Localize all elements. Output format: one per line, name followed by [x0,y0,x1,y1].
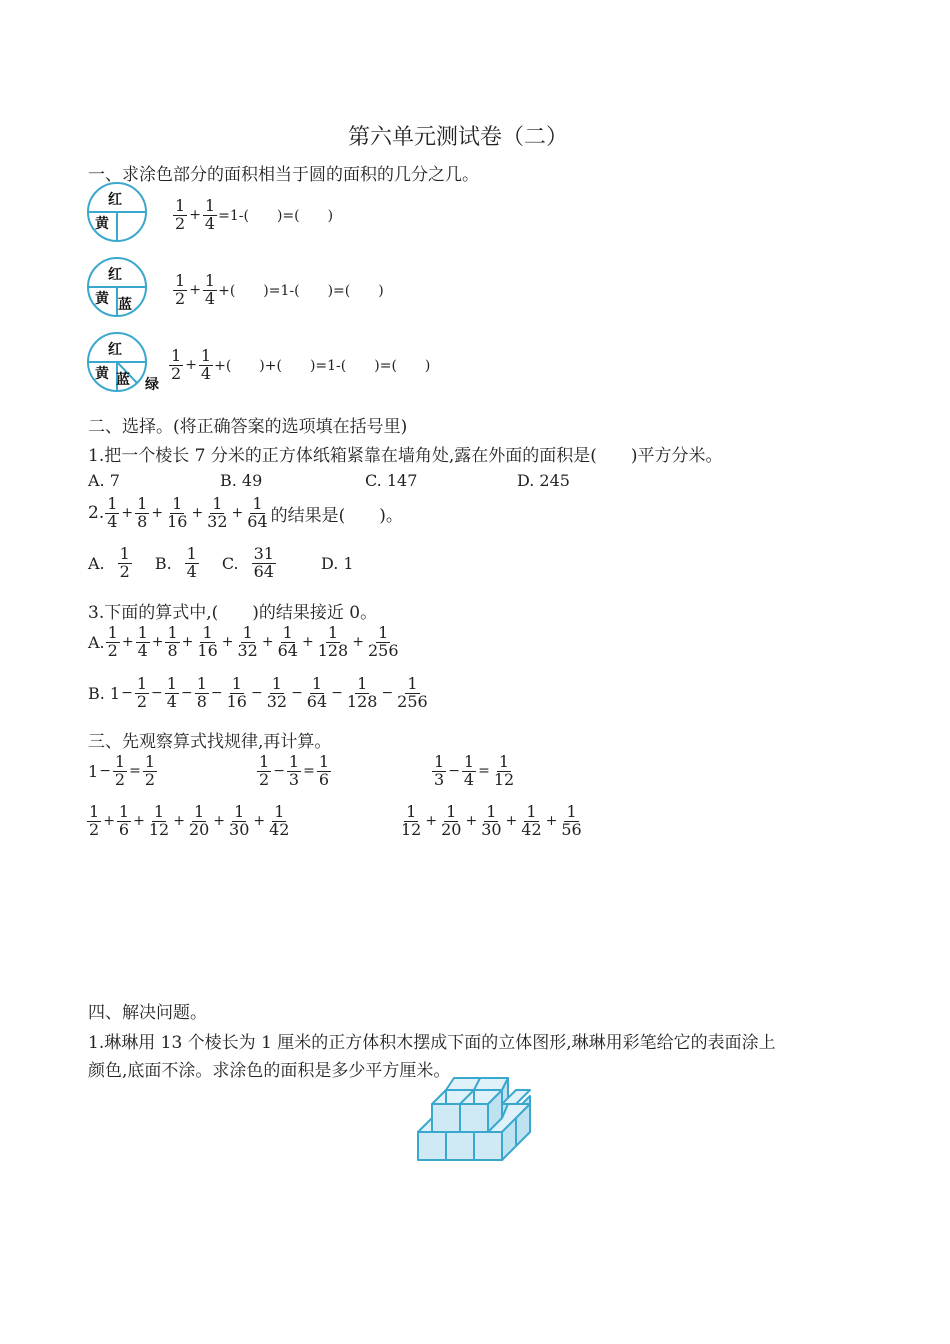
section1-heading: 一、求涂色部分的面积相当于圆的面积的几分之几。 [88,165,479,185]
section4-heading: 四、解决问题。 [88,1003,207,1023]
label-green: 绿 [145,377,159,393]
circle-diagram-2 [86,256,148,318]
question-2-2-options: A. $\frac{1}{2}$ B. $\frac{1}{4}$ C. $\frac{31}{64}$ D. 1 [88,544,354,581]
circle-diagram-1 [86,181,148,243]
option-b: B. 49 [220,471,263,490]
question-4-1-line2: 颜色,底面不涂。求涂色的面积是多少平方厘米。 [88,1061,451,1081]
equation-line-1: $\frac{1}{2}$ + $\frac{1}{4}$ =1-( )=( ) [175,196,334,233]
pattern-exercise-1: $\frac{1}{2}$ + $\frac{1}{6}$ + $\frac{1}{12}$ + $\frac{1}{20}$ + $\frac{1}{30}$ + $\frac{1}{42}$ [89,802,290,839]
label-red: 红 [108,267,122,283]
option-b: B. 1 [88,683,121,703]
q2-prefix: 2. [88,503,105,524]
label-blue: 蓝 [118,297,132,313]
label-red: 红 [108,192,122,208]
pattern-exercise-2: $\frac{1}{12}$ + $\frac{1}{20}$ + $\frac{1}{30}$ + $\frac{1}{42}$ + $\frac{1}{56}$ [401,802,582,839]
question-2-1: 1.把一个棱长 7 分米的正方体纸箱紧靠在墙角处,露在外面的面积是( )平方分米。 [88,446,723,466]
pattern-example-1: 1 − $\frac{1}{2}$ = $\frac{1}{2}$ [88,752,156,789]
question-4-1-line1: 1.琳琳用 13 个棱长为 1 厘米的正方体积木摆成下面的立体图形,琳琳用彩笔给它的表面涂上 [88,1033,776,1053]
pattern-example-2: $\frac{1}{2}$ − $\frac{1}{3}$ = $\frac{1}{6}$ [259,752,330,789]
label-blue: 蓝 [116,372,130,388]
question-2-3: 3.下面的算式中,( )的结果接近 0。 [88,603,378,623]
cube-stack-figure [410,1074,540,1166]
pattern-example-3: $\frac{1}{3}$ − $\frac{1}{4}$ = $\frac{1}{12}$ [434,752,515,789]
label-yellow: 黄 [95,366,109,382]
equation-1-tail: =1-( )=( ) [218,208,334,225]
equation-2-tail: +( )=1-( )=( ) [218,283,384,300]
option-d: D. 1 [320,553,354,573]
option-c: C. 147 [365,471,418,490]
question-2-2: 2. $\frac{1}{4}$ + $\frac{1}{8}$ + $\frac{1}{16}$ + $\frac{1}{32}$ + $\frac{1}{64}$ 的结果是( )。 [88,494,403,531]
equation-line-2: $\frac{1}{2}$ + $\frac{1}{4}$ +( )=1-( )=( ) [175,271,384,308]
question-2-3-option-b: B. 1 − $\frac{1}{2}$ − $\frac{1}{4}$ − $\frac{1}{8}$ − $\frac{1}{16}$ − $\frac{1}{32}$ − $\frac{1}{64}$ − $\frac{1}{128}$ − $\frac{1}{256}$ [88,674,428,711]
section2-heading: 二、选择。(将正确答案的选项填在括号里) [88,417,408,437]
option-a: A. [88,553,105,573]
section3-heading: 三、先观察算式找规律,再计算。 [88,732,332,752]
option-a: A. 7 [88,471,120,490]
equation-3-tail: +( )+( )=1-( )=( ) [214,358,431,375]
option-b: B. [154,553,172,573]
question-2-3-option-a: A. $\frac{1}{2}$ + $\frac{1}{4}$ + $\frac{1}{8}$ + $\frac{1}{16}$ + $\frac{1}{32}$ + $\frac{1}{64}$ + $\frac{1}{128}$ + $\frac{1}{256}$ [88,623,399,660]
circle-diagram-3 [86,331,148,393]
label-yellow: 黄 [95,291,109,307]
option-a: A. [88,632,105,652]
equation-line-3: $\frac{1}{2}$ + $\frac{1}{4}$ +( )+( )=1-( )=( ) [171,346,431,383]
label-yellow: 黄 [95,216,109,232]
q2-suffix: 的结果是( )。 [270,505,403,526]
option-c: C. [221,553,239,573]
page-title: 第六单元测试卷（二） [348,125,569,150]
option-d: D. 245 [517,471,570,490]
label-red: 红 [108,342,122,358]
